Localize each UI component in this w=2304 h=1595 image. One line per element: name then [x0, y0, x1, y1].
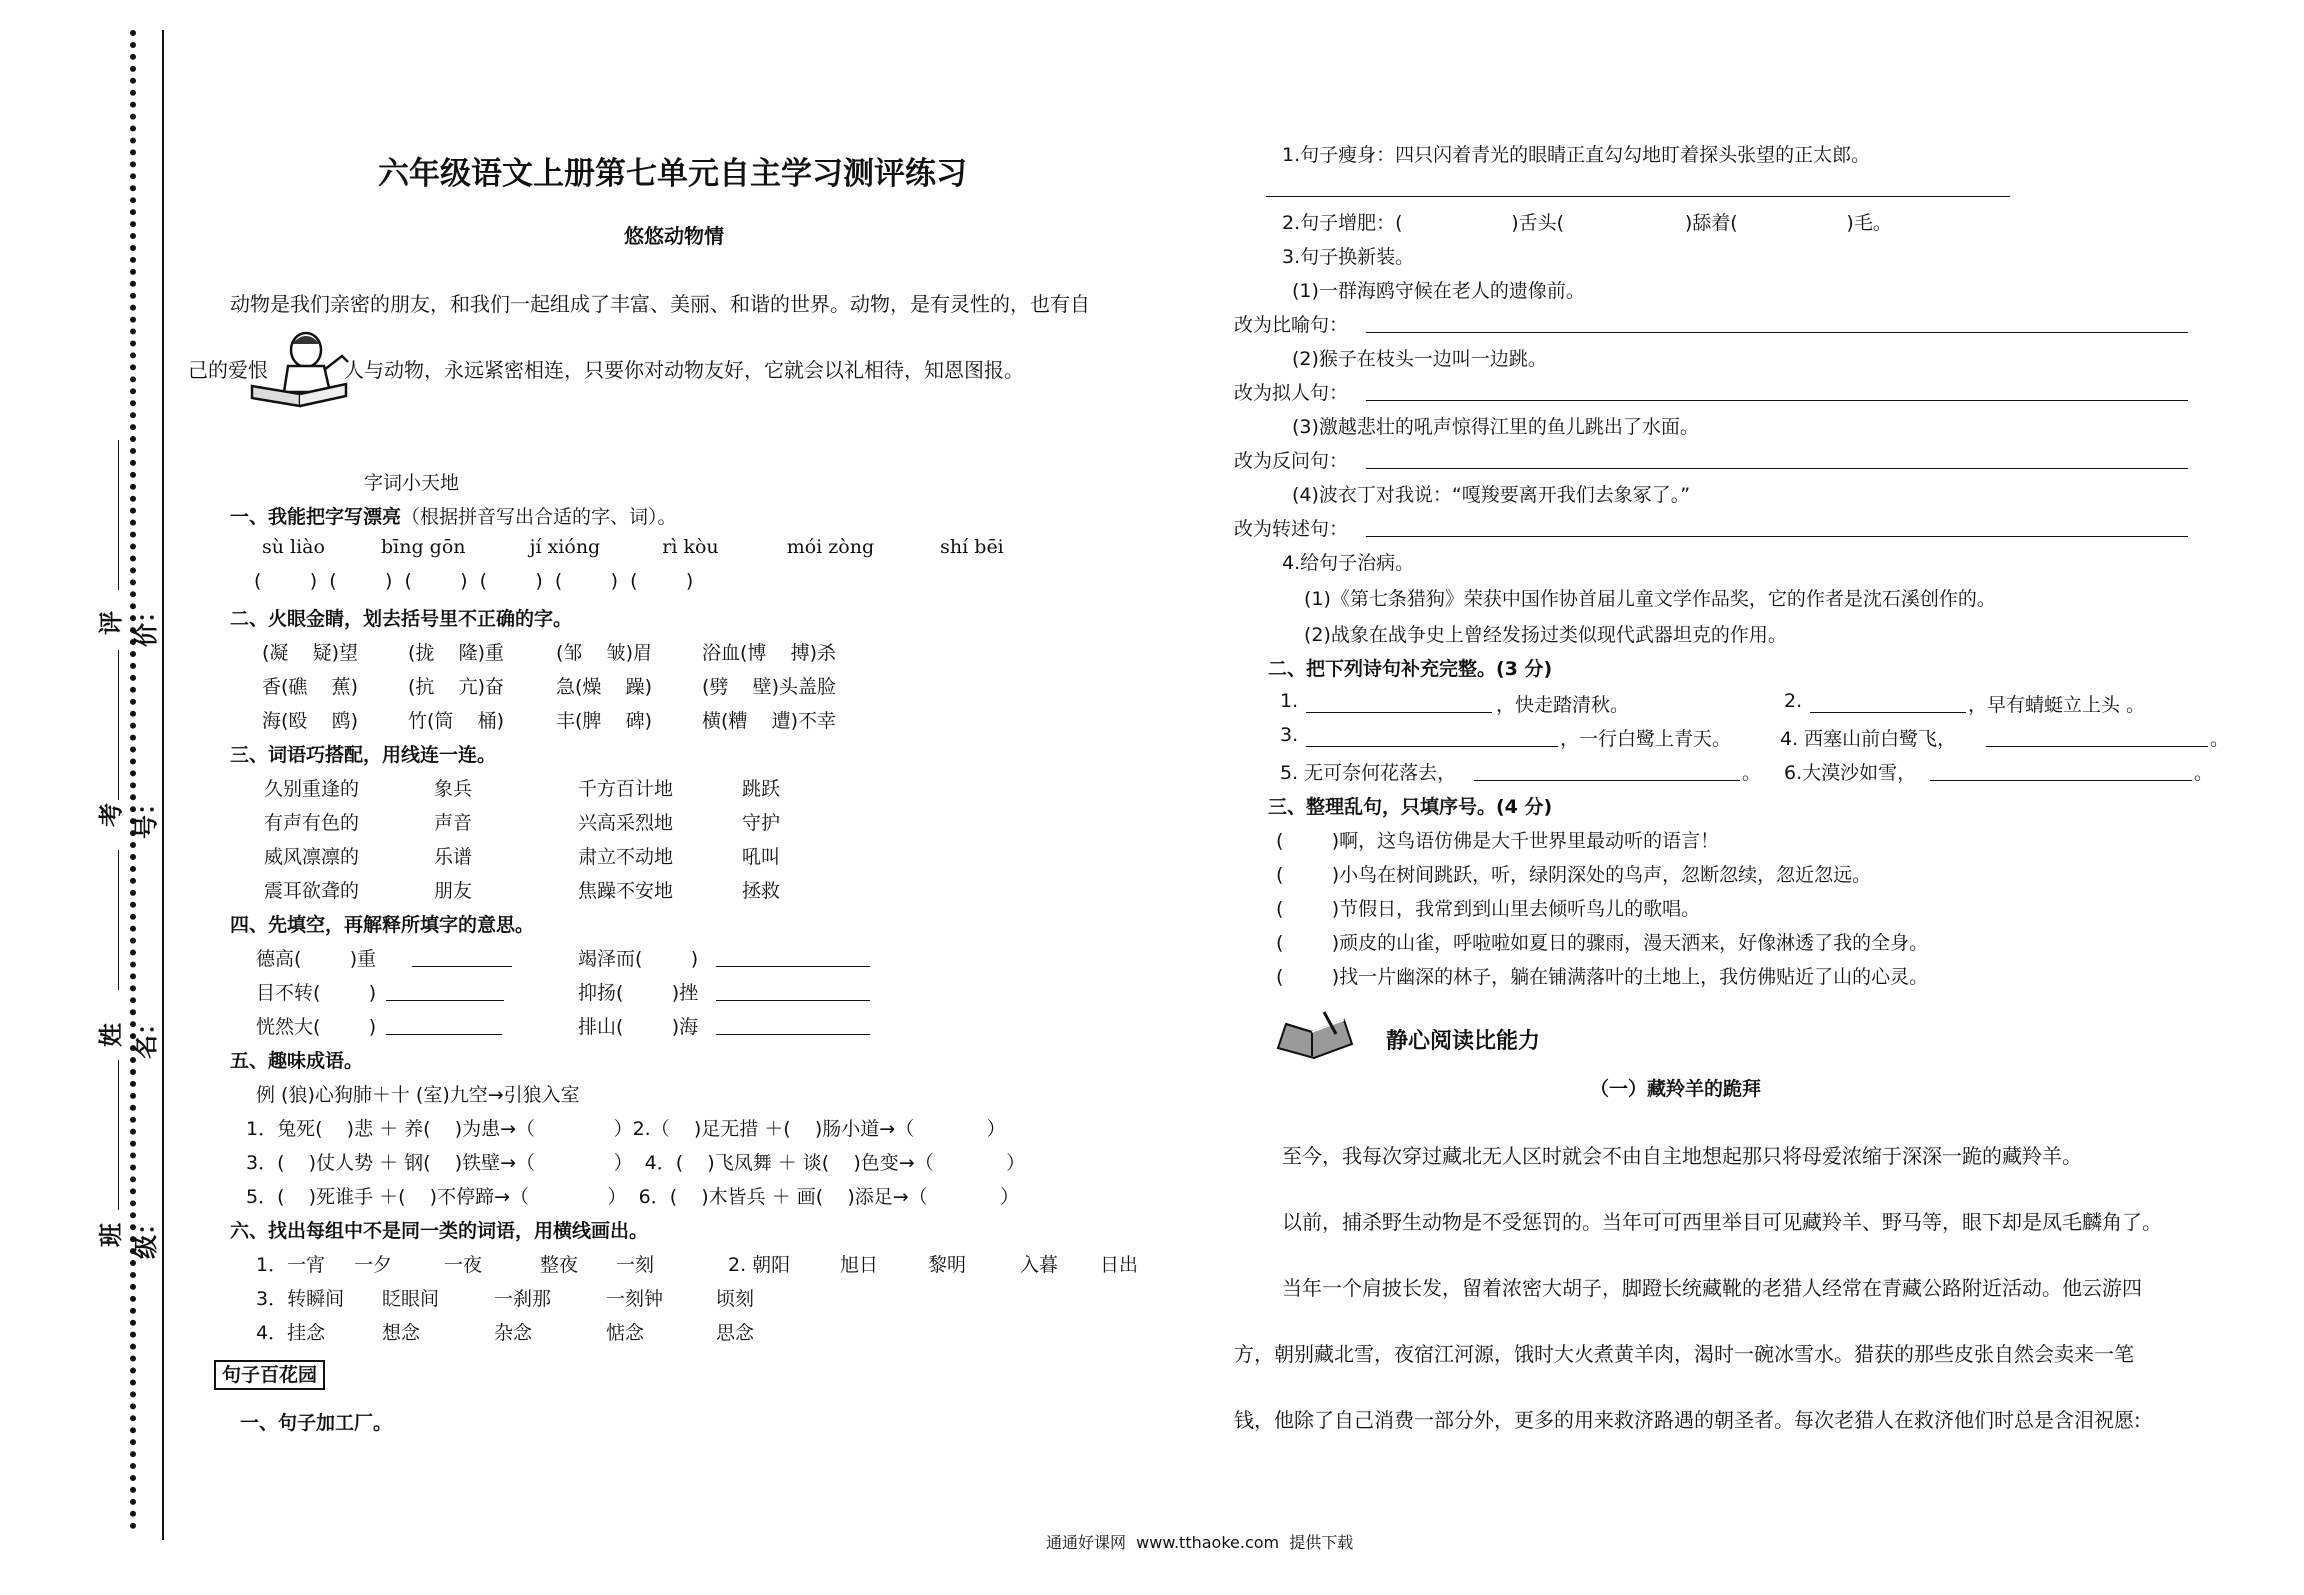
- q6-word[interactable]: 眨眼间: [382, 1288, 440, 1310]
- q4-answer-line[interactable]: [386, 1034, 502, 1035]
- q6-word[interactable]: 3．转瞬间: [256, 1288, 345, 1310]
- q2-row: [262, 672, 836, 699]
- q2-item[interactable]: 香(礁 蕉): [262, 676, 358, 698]
- q2-item[interactable]: 竹(筒 桶): [408, 710, 504, 732]
- s1-thin: 1.句子瘦身：四只闪着青光的眼睛正直勾勾地盯着探头张望的正太郎。: [1282, 144, 1871, 166]
- q6-word[interactable]: 1．一宵: [256, 1254, 326, 1276]
- q3-item[interactable]: 守护: [742, 812, 781, 834]
- poem-4a: 4. 西塞山前白鹭飞，: [1780, 728, 1957, 750]
- passage-para: 钱，他除了自己消费一部分外，更多的用来救济路遇的朝圣者。每次老猎人在救济他们时总是含泪祝愿:: [1234, 1408, 2141, 1432]
- q3-item[interactable]: 拯救: [742, 880, 781, 902]
- s4-title: 4.给句子治病。: [1282, 552, 1415, 574]
- q2-item[interactable]: 浴血(博 搏)杀: [702, 642, 836, 664]
- margin-label-pingjia: 评价：: [97, 599, 160, 647]
- q3-item[interactable]: 千方百计地: [578, 778, 674, 800]
- q3-item[interactable]: 震耳欲聋的: [264, 880, 360, 902]
- q6-row: [256, 1250, 1138, 1277]
- q2-item[interactable]: (拢 隆)重: [408, 642, 504, 664]
- q4-item[interactable]: 竭泽而( ): [578, 948, 699, 970]
- q2-item[interactable]: 海(殴 鸥): [262, 710, 358, 732]
- margin-blank-banji: [118, 1060, 119, 1210]
- q6-row: [256, 1318, 754, 1345]
- page-title: 六年级语文上册第七单元自主学习测评练习: [378, 156, 967, 192]
- pinyin-5: mói zòng: [786, 536, 875, 558]
- poem-6a: 6.大漠沙如雪，: [1784, 762, 1917, 784]
- q4-title: 四、先填空，再解释所填字的意思。: [230, 914, 535, 936]
- q6-word[interactable]: 黎明: [928, 1254, 967, 1276]
- q3-item[interactable]: 有声有色的: [264, 812, 360, 834]
- q3-item[interactable]: 肃立不动地: [578, 846, 674, 868]
- s3-sentence: (3)激越悲壮的吼声惊得江里的鱼儿跳出了水面。: [1292, 416, 1699, 438]
- q4-item[interactable]: 抑扬( )挫: [578, 982, 699, 1004]
- page-subtitle: 悠悠动物情: [624, 224, 724, 248]
- q6-title: 六、找出每组中不是同一类的词语，用横线画出。: [230, 1220, 649, 1242]
- pinyin-4: rì kòu: [662, 536, 719, 558]
- s3-label: 改为比喻句：: [1234, 314, 1349, 336]
- s3-answer-line[interactable]: [1366, 400, 2188, 401]
- s3-answer-line[interactable]: [1366, 332, 2188, 333]
- margin-label-xingming: 姓名：: [97, 1011, 160, 1059]
- q2-item[interactable]: (抗 亢)奋: [408, 676, 504, 698]
- binding-dotted-line: [130, 30, 136, 1530]
- q4-item[interactable]: 排山( )海: [578, 1016, 699, 1038]
- passage-title: （一）藏羚羊的跪拜: [1590, 1078, 1762, 1100]
- q3-row: [264, 808, 780, 835]
- q4-answer-line[interactable]: [716, 966, 870, 967]
- order-item[interactable]: ( )小鸟在树间跳跃，听，绿阴深处的鸟声，忽断忽续，忽近忽远。: [1276, 864, 1872, 886]
- section-juzi-label: 句子百花园: [214, 1360, 325, 1390]
- pinyin-2: bīng gōn: [381, 536, 466, 558]
- s2-expand[interactable]: 2.句子增肥：( )舌头( )舔着( )毛。: [1282, 212, 1892, 234]
- reading-child-icon: [244, 326, 352, 410]
- passage-para: 当年一个肩披长发，留着浓密大胡子，脚蹬长统藏靴的老猎人经常在青藏公路附近活动。他云游四: [1282, 1276, 2142, 1300]
- q2-item[interactable]: (邹 皱)眉: [556, 642, 652, 664]
- q1-answer-brackets[interactable]: ( ) ( ) ( ) ( ) ( ) ( ): [254, 570, 694, 592]
- poem-blank-6[interactable]: [1930, 780, 2192, 781]
- passage-para: 至今，我每次穿过藏北无人区时就会不由自主地想起那只将母爱浓缩于深深一跪的藏羚羊。: [1282, 1144, 2082, 1168]
- poem-1a: 1.: [1280, 690, 1299, 712]
- passage-para: 以前，捕杀野生动物是不受惩罚的。当年可可西里举目可见藏羚羊、野马等，眼下却是凤毛麟角了。: [1282, 1210, 2162, 1234]
- q4-answer-line[interactable]: [386, 1000, 504, 1001]
- q6-word[interactable]: 4．挂念: [256, 1322, 326, 1344]
- intro-line-2a: 己的爱恨: [188, 358, 268, 382]
- q2-item[interactable]: (劈 壁)头盖脸: [702, 676, 836, 698]
- q5-example: 例 (狼)心狗肺＋十 (室)九空→引狼入室: [256, 1084, 580, 1106]
- intro-line-1: 动物是我们亲密的朋友，和我们一起组成了丰富、美丽、和谐的世界。动物，是有灵性的，也有自: [230, 292, 1090, 316]
- q1-title: 一、我能把字写漂亮: [230, 506, 402, 528]
- poem-blank-4[interactable]: [1986, 746, 2208, 747]
- poem-4b: 。: [2210, 728, 2230, 750]
- q6-word[interactable]: 旭日: [840, 1254, 879, 1276]
- margin-blank-kaohao: [118, 650, 119, 800]
- q6-word[interactable]: 想念: [382, 1322, 421, 1344]
- reading-section: 静心阅读比能力: [1386, 1029, 1541, 1054]
- q6-word[interactable]: 一刻: [616, 1254, 655, 1276]
- q3-item[interactable]: 象兵: [434, 778, 473, 800]
- poem-2a: 2.: [1784, 690, 1803, 712]
- q2-item[interactable]: 横(糟 遭)不幸: [702, 710, 836, 732]
- q4-item[interactable]: 恍然大( ): [256, 1016, 377, 1038]
- q6-word[interactable]: 日出: [1100, 1254, 1139, 1276]
- s4-item: (1)《第七条猎狗》荣获中国作协首届儿童文学作品奖，它的作者是沈石溪创作的。: [1304, 588, 1996, 610]
- margin-blank-pingjia: [118, 440, 119, 590]
- poem-blank-1[interactable]: [1306, 712, 1492, 713]
- q6-word[interactable]: 一刻钟: [606, 1288, 664, 1310]
- q4-answer-line[interactable]: [412, 966, 512, 967]
- passage-para: 方，朝别藏北雪，夜宿江河源，饿时大火煮黄羊肉，渴时一碗冰雪水。猎获的那些皮张自然会卖来一笔: [1234, 1342, 2134, 1366]
- q3-item[interactable]: 跳跃: [742, 778, 781, 800]
- poem-blank-3[interactable]: [1306, 746, 1558, 747]
- q3-row: [264, 842, 780, 869]
- order-item[interactable]: ( )顽皮的山雀，呼啦啦如夏日的骤雨，漫天洒来，好像淋透了我的全身。: [1276, 932, 1929, 954]
- margin-label-kaohao: 考号：: [97, 791, 160, 839]
- s1-answer-line[interactable]: [1266, 196, 2010, 197]
- poem-5a: 5. 无可奈何花落去，: [1280, 762, 1457, 784]
- q3-item[interactable]: 吼叫: [742, 846, 781, 868]
- s3-label: 改为转述句：: [1234, 518, 1349, 540]
- poem-3b: ，一行白鹭上青天。: [1560, 728, 1732, 750]
- s4-item: (2)战象在战争史上曾经发扬过类似现代武器坦克的作用。: [1304, 624, 1787, 646]
- order-item[interactable]: ( )找一片幽深的林子，躺在铺满落叶的土地上，我仿佛贴近了山的心灵。: [1276, 966, 1929, 988]
- s3-answer-line[interactable]: [1366, 468, 2188, 469]
- margin-label-banji: 班级：: [97, 1211, 160, 1259]
- order-item[interactable]: ( )啊，这鸟语仿佛是大千世界里最动听的语言！: [1276, 830, 1720, 852]
- section-juzi: [214, 1360, 325, 1387]
- pinyin-1: sù liào: [262, 536, 325, 558]
- footer-credit: 通通好课网 www.tthaoke.com 提供下载: [1046, 1533, 1354, 1552]
- q3-title: 三、词语巧搭配，用线连一连。: [230, 744, 497, 766]
- poem-blank-2[interactable]: [1810, 712, 1966, 713]
- margin-rule: [162, 30, 164, 1540]
- s3-label: 改为拟人句：: [1234, 382, 1349, 404]
- q6-word[interactable]: 一夜: [444, 1254, 483, 1276]
- q2-item[interactable]: 急(燥 躁): [556, 676, 652, 698]
- q4-answer-line[interactable]: [716, 1034, 870, 1035]
- q3-item[interactable]: 朋友: [434, 880, 473, 902]
- s3-sentence: (4)波衣丁对我说：“嘎羧要离开我们去象冢了。”: [1292, 484, 1691, 506]
- order-item[interactable]: ( )节假日，我常到到山里去倾听鸟儿的歌唱。: [1276, 898, 1701, 920]
- q3-item[interactable]: 久别重逢的: [264, 778, 360, 800]
- open-book-icon: [1272, 1004, 1360, 1066]
- q4-item[interactable]: 目不转( ): [256, 982, 377, 1004]
- q3-item[interactable]: 威风凛凛的: [264, 846, 360, 868]
- q5-row[interactable]: 5．( )死谁手 ＋( )不停蹄→（ ） 6．( )木皆兵 ＋ 画( )添足→（ ）: [246, 1186, 1020, 1208]
- q1-pinyin-row: [262, 536, 1004, 558]
- poem-1b: ，快走踏清秋。: [1496, 694, 1630, 716]
- s3-sentence: (2)猴子在枝头一边叫一边跳。: [1292, 348, 1547, 370]
- q6-row: [256, 1284, 754, 1311]
- q4-answer-line[interactable]: [716, 1000, 870, 1001]
- pinyin-3: jí xióng: [529, 536, 601, 558]
- poem-3a: 3.: [1280, 724, 1299, 746]
- poem-2b: ，早有蜻蜓立上头 。: [1968, 694, 2146, 716]
- q6-word[interactable]: 整夜: [540, 1254, 579, 1276]
- section-zici: 字词小天地: [364, 472, 460, 494]
- q5-title: 五、趣味成语。: [230, 1050, 364, 1072]
- poem-blank-5[interactable]: [1474, 780, 1740, 781]
- q4-item[interactable]: 德高( )重: [256, 948, 377, 970]
- q5-row[interactable]: 1．兔死( )悲 ＋ 养( )为患→（ ）2.（ )足无措 ＋( )肠小道→（ ）: [246, 1118, 1006, 1140]
- intro-line-2b: 人与动物，永远紧密相连，只要你对动物友好，它就会以礼相待，知恩图报。: [344, 358, 1024, 382]
- q6-word[interactable]: 杂念: [494, 1322, 533, 1344]
- q6-word[interactable]: 一夕: [354, 1254, 393, 1276]
- q6-word[interactable]: 入暮: [1020, 1254, 1059, 1276]
- q3-item[interactable]: 焦躁不安地: [578, 880, 674, 902]
- q6-word[interactable]: 顷刻: [716, 1288, 755, 1310]
- q5-row[interactable]: 3．( )仗人势 ＋ 钢( )铁壁→（ ） 4．( )飞凤舞 ＋ 谈( )色变→（ ）: [246, 1152, 1026, 1174]
- q6-word[interactable]: 2. 朝阳: [728, 1254, 791, 1276]
- q2-item[interactable]: 丰(脾 碑): [556, 710, 652, 732]
- q3-item[interactable]: 乐谱: [434, 846, 473, 868]
- poem-title: 二、把下列诗句补充完整。(3 分): [1268, 658, 1553, 680]
- q1-heading: [230, 502, 677, 529]
- juzi-q1: 一、句子加工厂。: [240, 1412, 393, 1434]
- s3-label: 改为反问句：: [1234, 450, 1349, 472]
- q3-row: [264, 876, 780, 903]
- q2-title: 二、火眼金睛，划去括号里不正确的字。: [230, 608, 573, 630]
- q3-item[interactable]: 兴高采烈地: [578, 812, 674, 834]
- q1-note: （根据拼音写出合适的字、词）。: [401, 506, 677, 528]
- s3-answer-line[interactable]: [1366, 536, 2188, 537]
- q6-word[interactable]: 一刹那: [494, 1288, 552, 1310]
- q6-word[interactable]: 思念: [716, 1322, 755, 1344]
- q3-row: [264, 774, 780, 801]
- order-title: 三、整理乱句，只填序号。(4 分): [1268, 796, 1553, 818]
- pinyin-6: shí bēi: [940, 536, 1004, 558]
- poem-6b: 。: [2194, 762, 2214, 784]
- poem-5b: 。: [1742, 762, 1762, 784]
- s3-sentence: (1)一群海鸥守候在老人的遗像前。: [1292, 280, 1585, 302]
- q3-item[interactable]: 声音: [434, 812, 473, 834]
- q2-row: [262, 706, 836, 733]
- margin-blank-xingming: [118, 850, 119, 990]
- s3-title: 3.句子换新装。: [1282, 246, 1415, 268]
- q2-item[interactable]: (凝 疑)望: [262, 642, 358, 664]
- q6-word[interactable]: 惦念: [606, 1322, 645, 1344]
- q2-row: [262, 638, 836, 665]
